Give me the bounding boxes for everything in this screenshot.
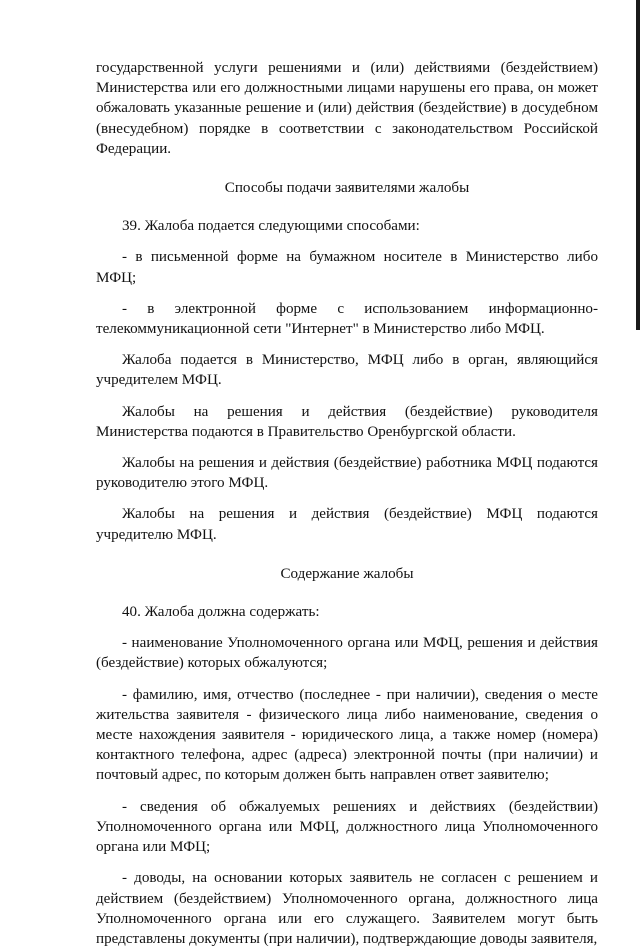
scan-edge-mark (636, 0, 640, 330)
paragraph-continuation: государственной услуги решениями и (или) действиями (бездействием) Министерства или его должностными лицами нарушены его права, он может обжаловать указанные решение и (или) действия (бездействие) в досудебном (внесудебном) порядке в соответствии с законодательством Российской Федерации. (96, 60, 598, 157)
paragraph-39: 39. Жалоба подается следующими способами: (122, 218, 420, 235)
list-item-applicant-info: - фамилию, имя, отчество (последнее - при наличии), сведения о месте жительства заявителя - физического лица либо наименование, сведения о месте нахождения заявителя - юридического лица, а также номер (номера) контактного телефона, адрес (адреса) электронной почты (при наличии) и почтовый адрес, по которым должен быть направлен ответ заявителю; (96, 686, 598, 784)
list-item-electronic-form: - в электронной форме с использованием информационно-телекоммуникационной сети "Интернет" в Министерство либо МФЦ. (96, 300, 598, 338)
paragraph-complaint-submission: Жалоба подается в Министерство, МФЦ либо в орган, являющийся учредителем МФЦ. (96, 352, 598, 389)
paragraph-complaint-mfc-worker: Жалобы на решения и действия (бездействие) работника МФЦ подаются руководителю этого МФЦ. (96, 455, 598, 492)
paragraph-complaint-mfc: Жалобы на решения и действия (бездействие) МФЦ подаются учредителю МФЦ. (96, 506, 598, 543)
document-body (96, 58, 598, 949)
list-item-organ-name: - наименование Уполномоченного органа или МФЦ, решения и действия (бездействие) которых обжалуются; (96, 635, 598, 672)
list-item-paper-form: - в письменной форме на бумажном носителе в Министерство либо МФЦ; (96, 249, 598, 286)
paragraph-40: 40. Жалоба должна содержать: (122, 604, 320, 621)
list-item-arguments: - доводы, на основании которых заявитель не согласен с решением и действием (бездействием) Уполномоченного органа, должностного лица Уполномоченного органа или его служащего. Заявителем могут быть представлены документы (при наличии), подтверждающие доводы заявителя, (96, 870, 598, 947)
section-heading-complaint-content: Содержание жалобы (280, 565, 414, 582)
section-heading-complaint-methods: Способы подачи заявителями жалобы (224, 180, 470, 197)
paragraph-complaint-minister: Жалобы на решения и действия (бездействие) руководителя Министерства подаются в Правительство Оренбургской области. (96, 403, 598, 440)
list-item-appealed-decisions: - сведения об обжалуемых решениях и действиях (бездействии) Уполномоченного органа или МФЦ, должностного лица Уполномоченного органа или МФЦ; (96, 798, 598, 856)
